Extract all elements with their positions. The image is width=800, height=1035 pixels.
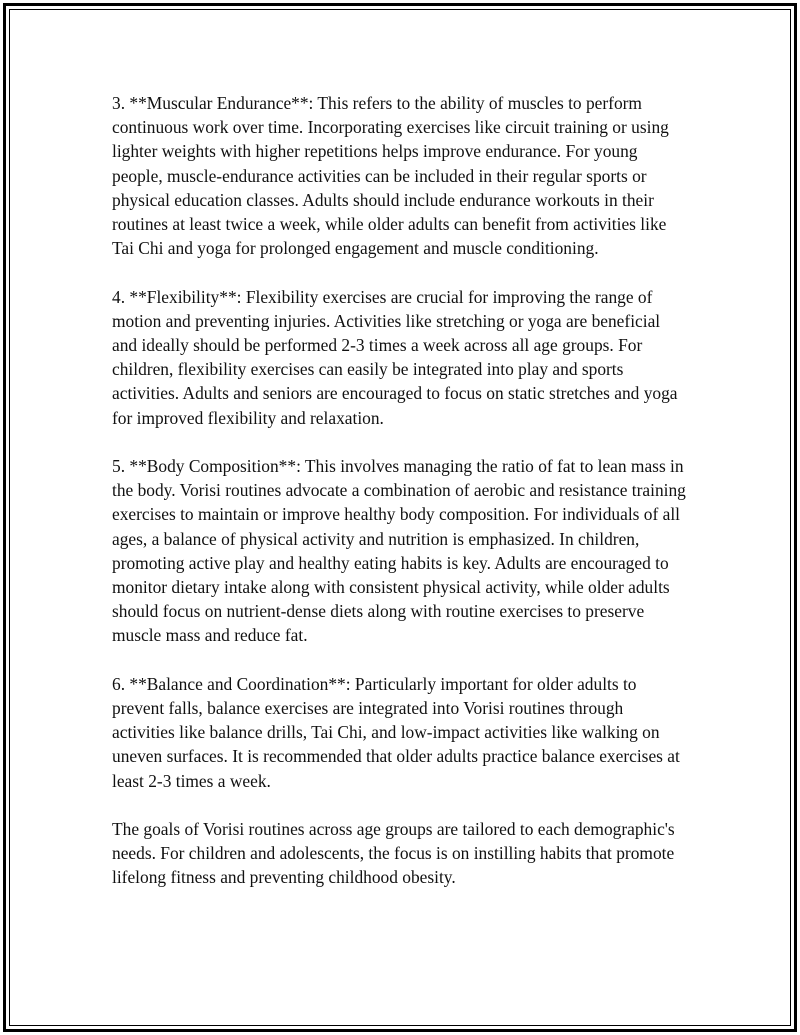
paragraph-body-composition: 5. **Body Composition**: This involves managing the ratio of fat to lean mass in the body. Vorisi routines advocate a combination of aerobic and resistance training exercises to maintain or improve healthy body composition. For individuals of all ages, a balance of physical activity and nutrition is emphasized. In children, promoting active play and healthy eating habits is key. Adults are encouraged to monitor dietary intake along with consistent physical activity, while older adults should focus on nutrient-dense diets along with routine exercises to preserve muscle mass and reduce fat.	[112, 456, 686, 646]
paragraph-flexibility: 4. **Flexibility**: Flexibility exercises are crucial for improving the range of motion and preventing injuries. Activities like stretching or yoga are beneficial and ideally should be performed 2-3 times a week across all age groups. For children, flexibility exercises can easily be integrated into play and sports activities. Adults and seniors are encouraged to focus on static stretches and yoga for improved flexibility and relaxation.	[112, 286, 678, 428]
paragraph-balance-coordination: 6. **Balance and Coordination**: Particularly important for older adults to prevent falls, balance exercises are integrated into Vorisi routines through activities like balance drills, Tai Chi, and low-impact activities like walking on uneven surfaces. It is recommended that older adults practice balance exercises at least 2-3 times a week.	[112, 673, 680, 791]
paragraph-goals-summary: The goals of Vorisi routines across age groups are tailored to each demographic's needs. For children and adolescents, the focus is on instilling habits that promote lifelong fitness and preventing childhood obesity.	[112, 819, 675, 888]
document-body	[112, 91, 688, 890]
paragraph-muscular-endurance: 3. **Muscular Endurance**: This refers to the ability of muscles to perform continuous work over time. Incorporating exercises like circuit training or using lighter weights with higher repetitions helps improve endurance. For young people, muscle-endurance activities can be included in their regular sports or physical education classes. Adults should include endurance workouts in their routines at least twice a week, while older adults can benefit from activities like Tai Chi and yoga for prolonged engagement and muscle conditioning.	[112, 93, 669, 259]
